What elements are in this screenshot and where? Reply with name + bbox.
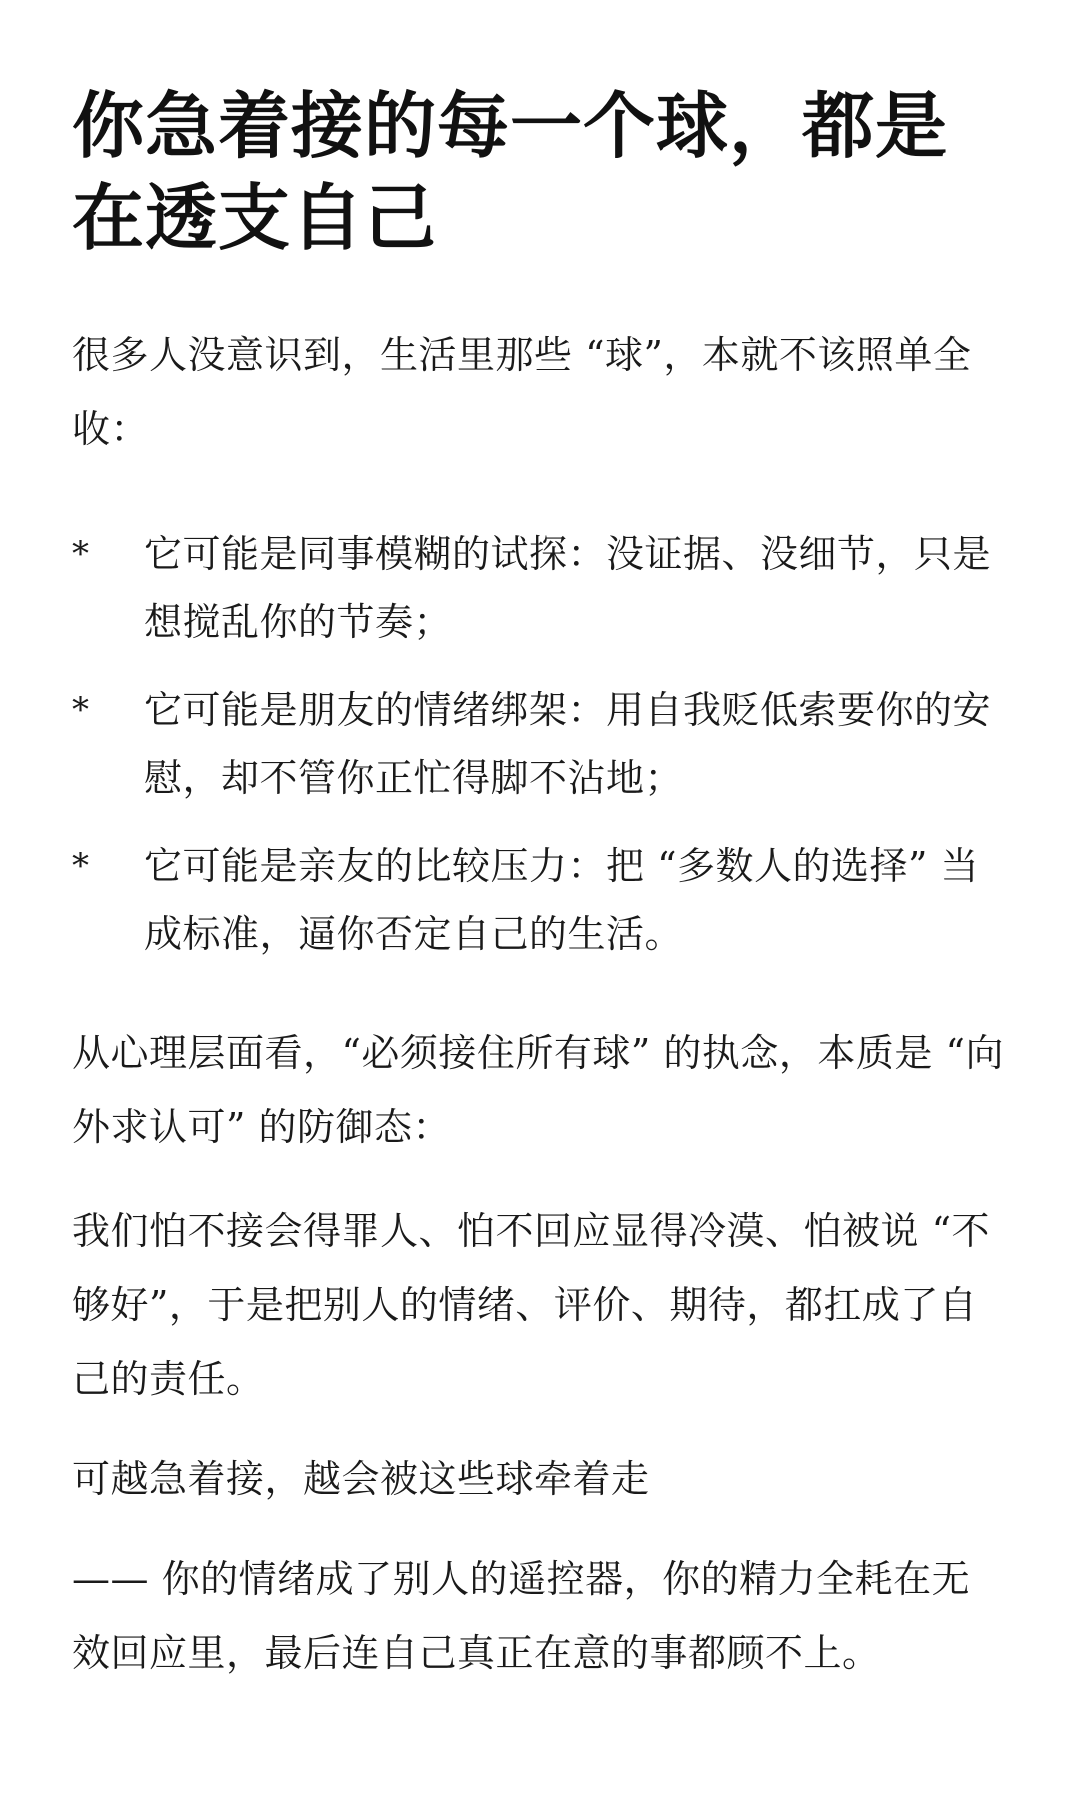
bullet-text: 它可能是同事模糊的试探：没证据、没细节，只是想搅乱你的节奏；	[144, 532, 992, 644]
bullet-marker: *	[72, 534, 90, 574]
bullet-marker: *	[72, 690, 90, 730]
conclusion-paragraph: —— 你的情绪成了别人的遥控器，你的精力全耗在无效回应里，最后连自己真正在意的事都顾不上。	[72, 1557, 971, 1675]
bullet-text: 它可能是亲友的比较压力：把 “多数人的选择” 当成标准，逼你否定自己的生活。	[144, 844, 980, 956]
rush-paragraph: 可越急着接，越会被这些球牵着走	[72, 1457, 650, 1501]
psychology-paragraph: 从心理层面看，“必须接住所有球” 的执念，本质是 “向外求认可” 的防御态：	[72, 1031, 1004, 1149]
article-title: 你急着接的每一个球，都是在透支自己	[72, 83, 949, 260]
bullet-list	[72, 520, 1008, 968]
list-item	[72, 676, 1008, 812]
fears-paragraph: 我们怕不接会得罪人、怕不回应显得冷漠、怕被说 “不够好”，于是把别人的情绪、评价、期待，都扛成了自己的责任。	[72, 1209, 991, 1401]
list-item	[72, 520, 1008, 656]
bullet-text: 它可能是朋友的情绪绑架：用自我贬低索要你的安慰，却不管你正忙得脚不沾地；	[144, 688, 992, 800]
intro-paragraph: 很多人没意识到，生活里那些 “球”，本就不该照单全收：	[72, 333, 972, 451]
bullet-marker: *	[72, 846, 90, 886]
list-item	[72, 832, 1008, 968]
